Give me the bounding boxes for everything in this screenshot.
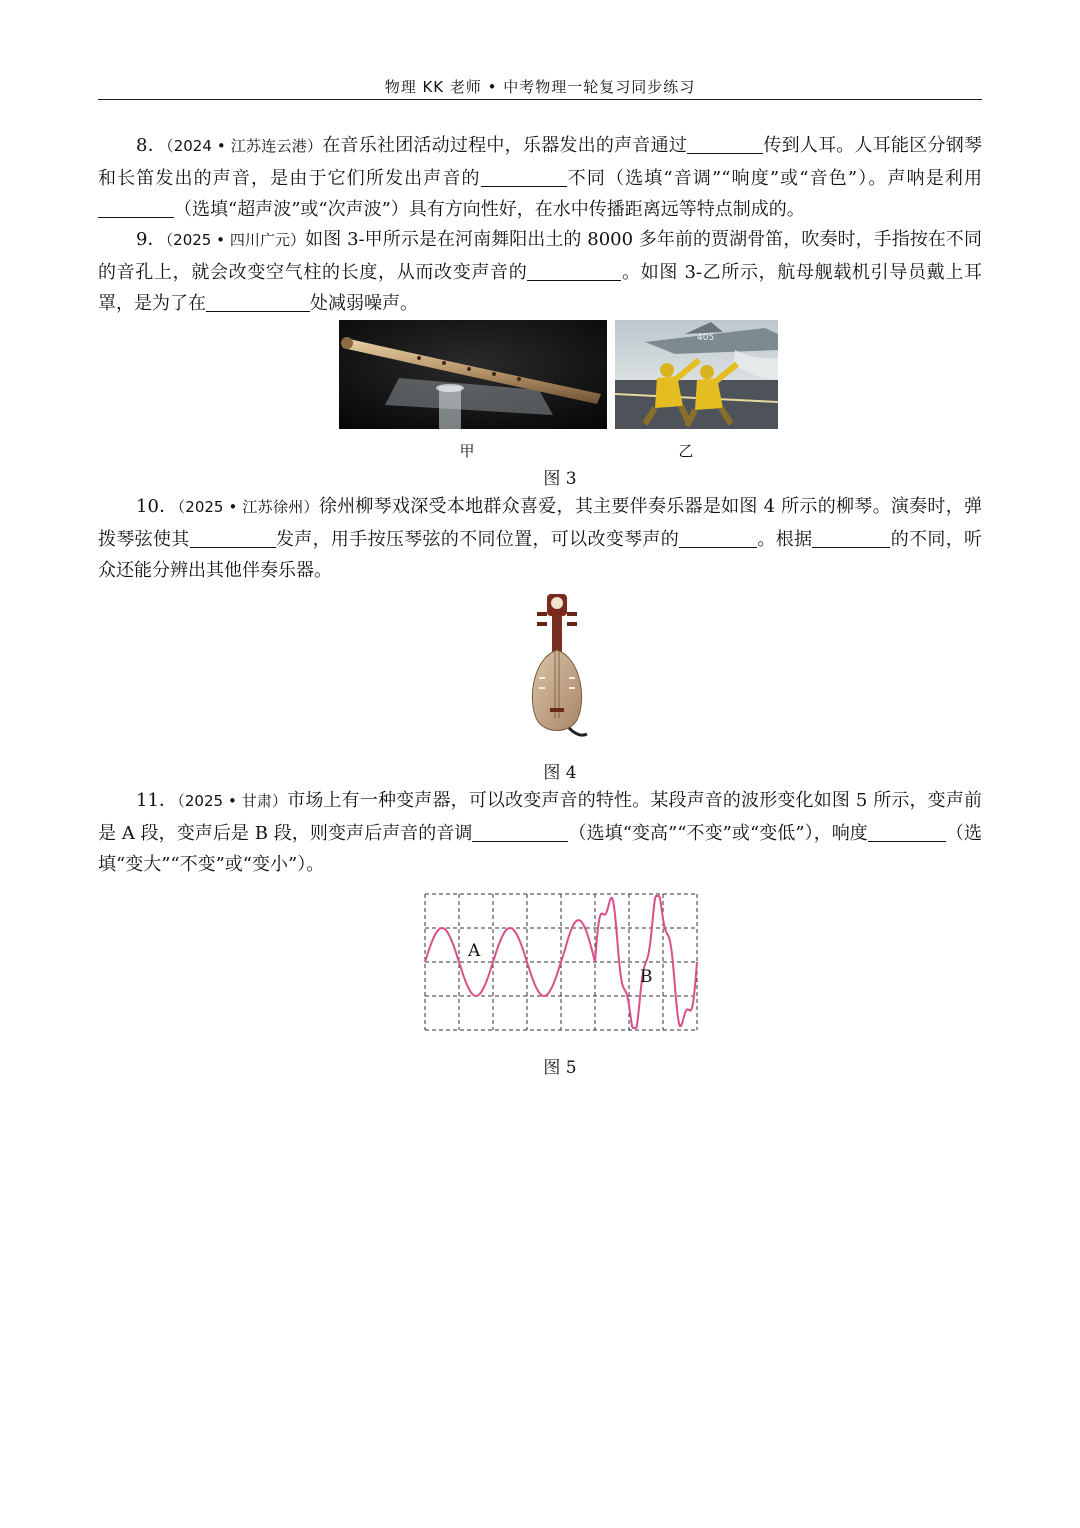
question-10: 10．（2025 • 江苏徐州）徐州柳琴戏深受本地群众喜爱，其主要伴奏乐器是如图 4 所示的柳琴。演奏时，弹拨琴弦使其 发声，用手按压琴弦的不同位置，可以改变琴声的 。根据 的不同，听众还能分辨出其他伴奏乐器。	[98, 496, 983, 581]
answer-blank[interactable]	[812, 546, 890, 548]
question-number: 11．	[136, 790, 178, 811]
figure-caption: 图 3	[543, 469, 577, 489]
question-8: 8．（2024 • 江苏连云港）在音乐社团活动过程中，乐器发出的声音通过 传到人耳。人耳能区分钢琴和长笛发出的声音，是由于它们所发出声音的 不同（选填“音调”“响度”或“音色”）。声呐是利用（选填“超声波”或“次声波”）具有方向性好，在水中传播距离远等特点制成的。	[98, 135, 983, 220]
segment-a-label: A	[468, 941, 481, 961]
answer-blank[interactable]	[868, 840, 946, 842]
carrier-deck-photo	[615, 320, 778, 429]
answer-blank[interactable]	[206, 310, 310, 312]
question-source: （2024 • 江苏连云港）	[165, 137, 323, 155]
waveform-figure	[420, 888, 704, 1038]
answer-blank[interactable]	[190, 546, 276, 548]
question-9: 9．（2025 • 四川广元）如图 3-甲所示是在河南舞阳出土的 8000 多年前的贾湖骨笛，吹奏时，手指按在不同的音孔上，就会改变空气柱的长度，从而改变声音的 。如图 3-乙所示，航母舰载机引导员戴上耳罩，是为了在 处减弱噪声。	[98, 229, 982, 314]
header-divider	[98, 99, 982, 100]
question-11: 11．（2025 • 甘肃）市场上有一种变声器，可以改变声音的特性。某段声音的波形变化如图 5 所示，变声前是 A 段，变声后是 B 段，则变声后声音的音调 （选填“变高”“不变”或“变低”），响度 （选填“变大”“不变”或“变小”）。	[98, 790, 982, 875]
segment-b-label: B	[640, 967, 653, 987]
answer-blank[interactable]	[481, 185, 567, 187]
jet-number: 405	[697, 333, 715, 343]
question-source: （2025 • 江苏徐州）	[177, 498, 319, 516]
answer-blank[interactable]	[527, 279, 621, 281]
liuqin-photo	[525, 592, 591, 744]
answer-blank[interactable]	[472, 840, 568, 842]
question-source: （2025 • 甘肃）	[177, 792, 288, 810]
figure-label: 甲	[459, 442, 475, 460]
figure-label: 乙	[678, 442, 694, 460]
question-source: （2025 • 四川广元）	[165, 231, 306, 249]
question-number: 9．	[136, 229, 166, 250]
figure-caption: 图 4	[543, 763, 577, 783]
answer-blank[interactable]	[679, 546, 757, 548]
question-number: 8．	[136, 135, 166, 156]
answer-blank[interactable]	[98, 216, 174, 218]
page-header: 物理 KK 老师 • 中考物理一轮复习同步练习	[384, 78, 696, 96]
question-number: 10．	[136, 496, 178, 517]
answer-blank[interactable]	[687, 152, 763, 154]
bone-flute-photo	[339, 320, 607, 429]
figure-caption: 图 5	[543, 1058, 577, 1078]
